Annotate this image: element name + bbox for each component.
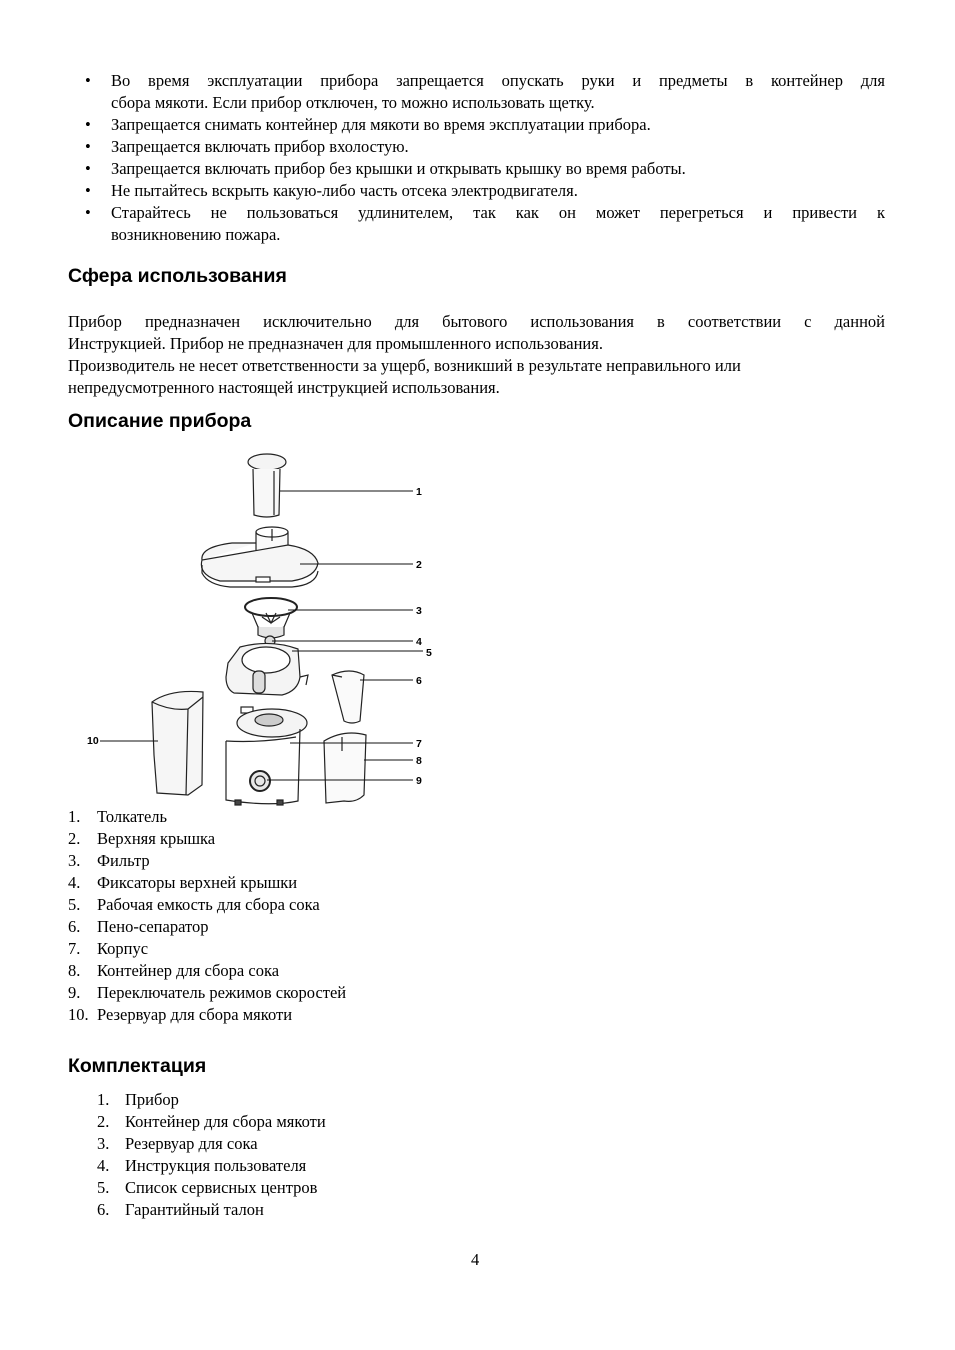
juicer-exploded-diagram [60,445,440,810]
part-foam-separator-drawing [332,671,364,723]
package-list [97,1089,326,1221]
section-heading-description: Описание прибора [68,410,252,432]
paragraph-line: Инструкцией. Прибор не предназначен для промышленного использования. [68,334,603,353]
parts-list-item: 9. Переключатель режимов скоростей [68,983,347,1002]
package-list-item: 5. Список сервисных центров [97,1178,318,1197]
callout-7: 7 [416,738,422,750]
bullet-icon: • [85,115,91,134]
bullet-text-line: Старайтесь не пользоваться удлинителем, так как он может перегреться и привести к [111,203,885,222]
bullet-item [82,180,885,202]
part-filter-drawing [245,598,297,638]
paragraph-line: Прибор предназначен исключительно для бытового использования в соответствии с данной [68,312,885,331]
paragraph-line: непредусмотренного настоящей инструкцией использования. [68,378,500,397]
bullet-text: Запрещается снимать контейнер для мякоти во время эксплуатации прибора. [111,115,651,134]
parts-list-item: 1. Толкатель [68,807,168,826]
package-list-item: 1. Прибор [97,1090,179,1109]
section-heading-usage: Сфера использования [68,265,287,287]
usage-paragraphs [68,311,885,399]
bullet-icon: • [85,159,91,178]
part-motor-base-drawing [226,707,307,805]
bullet-item [82,202,885,246]
package-list-item: 3. Резервуар для сока [97,1134,258,1153]
safety-bullet-list [82,70,885,246]
section-heading-package: Комплектация [68,1055,207,1077]
package-list-item: 6. Гарантийный талон [97,1200,264,1219]
callout-8: 8 [416,755,422,767]
parts-list-item: 5. Рабочая емкость для сбора сока [68,895,320,914]
callout-3: 3 [416,605,422,617]
bullet-text-line: возникновению пожара. [111,225,281,244]
bullet-text: Запрещается включать прибор без крышки и открывать крышку во время работы. [111,159,686,178]
part-top-lid-drawing [201,527,318,587]
paragraph-line: Производитель не несет ответственности за ущерб, возникший в результате неправильного или [68,356,741,375]
bullet-item [82,136,885,158]
bullet-icon: • [85,181,91,200]
bullet-icon: • [85,203,91,222]
bullet-text-line: сбора мякоти. Если прибор отключен, то можно использовать щетку. [111,93,595,112]
parts-list-item: 8. Контейнер для сбора сока [68,961,280,980]
parts-list-item: 3. Фильтр [68,851,150,870]
callout-4: 4 [416,636,422,648]
bullet-item [82,158,885,180]
bullet-text-line: Во время эксплуатации прибора запрещается опускать руки и предметы в контейнер для [111,71,885,90]
part-juice-bowl-drawing [226,636,308,695]
callout-10: 10 [87,735,99,747]
bullet-text: Не пытайтесь вскрыть какую-либо часть отсека электродвигателя. [111,181,578,200]
parts-list-item: 4. Фиксаторы верхней крышки [68,873,298,892]
bullet-icon: • [85,137,91,156]
page-number: 4 [471,1250,480,1269]
bullet-item [82,70,885,114]
callout-9: 9 [416,775,422,787]
bullet-text: Запрещается включать прибор вхолостую. [111,137,409,156]
callout-1: 1 [416,486,422,498]
bullet-icon: • [85,71,91,90]
callout-5: 5 [426,647,432,659]
parts-list-item: 10. Резервуар для сбора мякоти [68,1005,293,1024]
bullet-item [82,114,885,136]
parts-list-item: 7. Корпус [68,939,149,958]
callout-2: 2 [416,559,422,571]
package-list-item: 2. Контейнер для сбора мякоти [97,1112,326,1131]
package-list-item: 4. Инструкция пользователя [97,1156,307,1175]
part-pusher-drawing [248,454,286,517]
part-pulp-container-drawing [152,691,203,795]
parts-list-item: 2. Верхняя крышка [68,829,216,848]
parts-list-item: 6. Пено-сепаратор [68,917,209,936]
callout-6: 6 [416,675,422,687]
parts-list [68,806,346,1026]
